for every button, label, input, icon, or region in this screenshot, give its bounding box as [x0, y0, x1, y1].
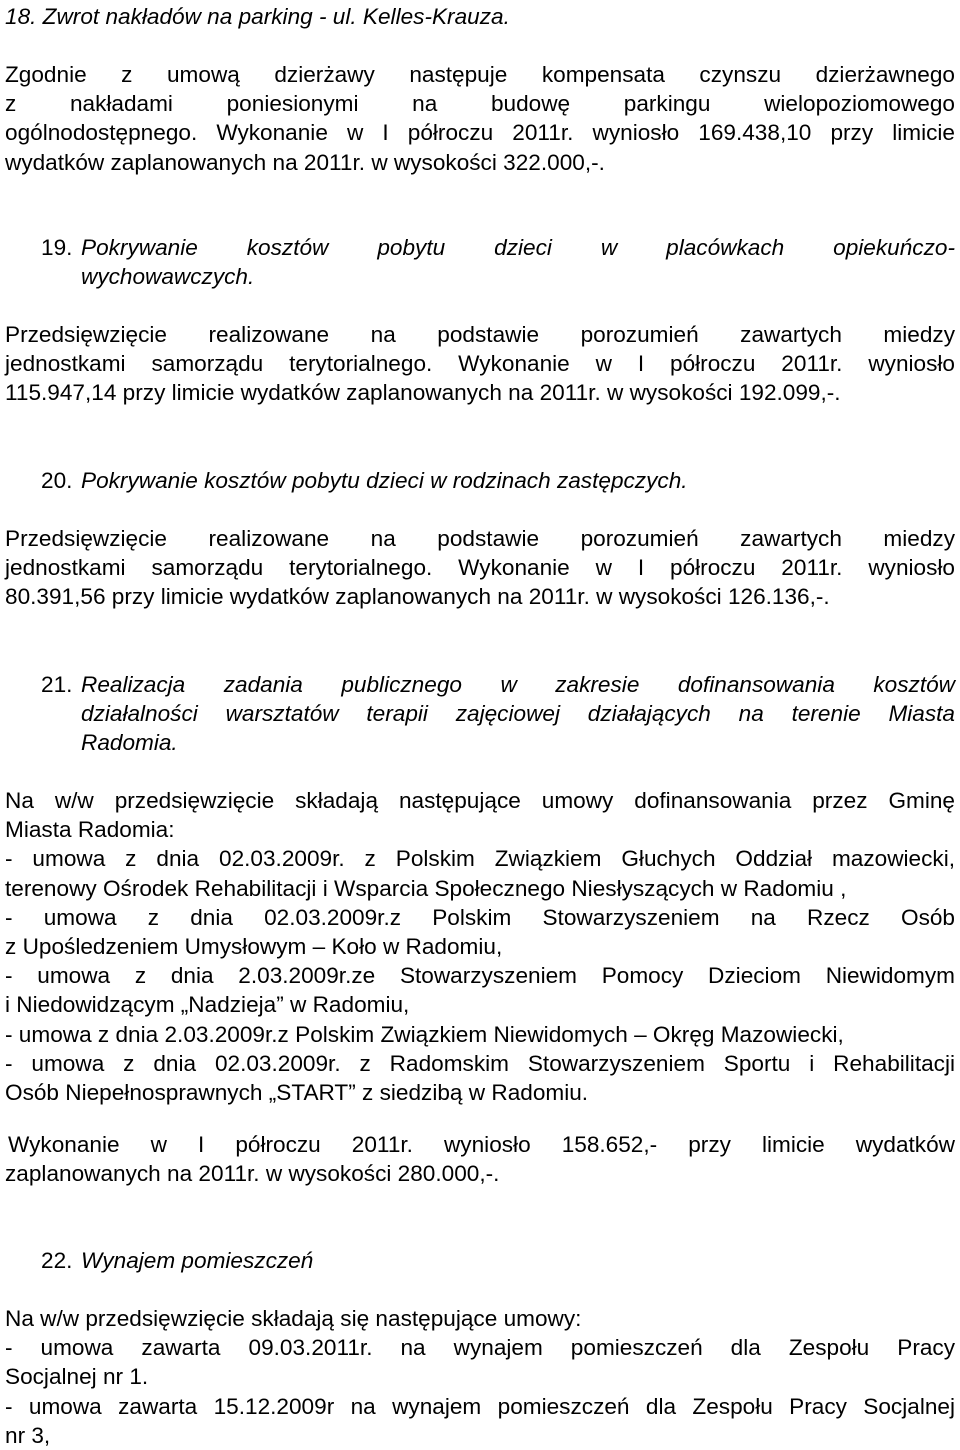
paragraph-line: - umowa z dnia 2.03.2009r.z Polskim Związkiem Niewidomych – Okręg Mazowiecki, [5, 1021, 844, 1047]
section-number: 21. [41, 672, 73, 697]
paragraph-line: Przedsięwzięcie realizowane na podstawie porozumień zawartych miedzy [5, 322, 955, 347]
section-title: Pokrywanie kosztów pobytu dzieci w placówkach opiekuńczo- [81, 235, 955, 260]
paragraph-line: - umowa z dnia 02.03.2009r. z Radomskim Stowarzyszeniem Sportu i Rehabilitacji [5, 1050, 955, 1076]
paragraph-line: Socjalnej nr 1. [5, 1364, 149, 1390]
paragraph-line: nr 3, [5, 1422, 51, 1448]
section-19-heading [41, 233, 955, 291]
paragraph-line: i Niedowidzącym „Nadzieja” w Radomiu, [5, 992, 410, 1018]
section-22-heading [41, 1246, 955, 1275]
section-number: 20. [41, 468, 73, 493]
section-22-body [5, 1304, 955, 1450]
section-title: Wynajem pomieszczeń [81, 1248, 314, 1273]
paragraph-line: wydatków zaplanowanych na 2011r. w wysokości 322.000,-. [5, 149, 605, 175]
paragraph-line: Miasta Radomia: [5, 817, 175, 843]
section-18-body [5, 60, 955, 177]
paragraph-line: z Upośledzeniem Umysłowym – Koło w Radomiu, [5, 933, 503, 959]
section-21-body [5, 786, 955, 1107]
paragraph-line: Wykonanie w I półroczu 2011r. wyniosło 158.652,- przy limicie wydatków [8, 1132, 955, 1157]
paragraph-line: 115.947,14 przy limicie wydatków zaplanowanych na 2011r. w wysokości 192.099,-. [5, 380, 841, 406]
section-21-heading [41, 670, 955, 758]
paragraph-line: jednostkami samorządu terytorialnego. Wykonanie w I półroczu 2011r. wyniosło [5, 351, 955, 377]
section-20-heading [41, 466, 955, 495]
paragraph-line: z nakładami poniesionymi na budowę parkingu wielopoziomowego [5, 91, 955, 117]
paragraph-line: Przedsięwzięcie realizowane na podstawie porozumień zawartych miedzy [5, 526, 955, 551]
section-18-heading: 18. Zwrot nakładów na parking - ul. Kelles-Krauza. [5, 4, 510, 29]
paragraph-line: 80.391,56 przy limicie wydatków zaplanowanych na 2011r. w wysokości 126.136,-. [5, 584, 830, 610]
paragraph-line: Na w/w przedsięwzięcie składają się następujące umowy: [5, 1306, 582, 1331]
section-20-body [5, 524, 955, 612]
section-title-continued: działalności warsztatów terapii zajęciowej działających na terenie Miasta [81, 701, 955, 727]
paragraph-line: Na w/w przedsięwzięcie składają następujące umowy dofinansowania przez Gminę [5, 788, 955, 813]
paragraph-line: Osób Niepełnosprawnych „START” z siedzibą w Radomiu. [5, 1079, 589, 1105]
section-18 [5, 2, 955, 31]
section-number: 22. [41, 1248, 73, 1273]
section-21-summary [8, 1130, 955, 1159]
paragraph-line: - umowa zawarta 15.12.2009r na wynajem pomieszczeń dla Zespołu Pracy Socjalnej [5, 1393, 955, 1419]
paragraph-line: Zgodnie z umową dzierżawy następuje kompensata czynszu dzierżawnego [5, 62, 955, 87]
paragraph-line: ogólnodostępnego. Wykonanie w I półroczu 2011r. wyniosło 169.438,10 przy limicie [5, 120, 955, 146]
paragraph-line: zaplanowanych na 2011r. w wysokości 280.000,-. [5, 1161, 500, 1186]
section-title-continued: Radomia. [81, 730, 178, 756]
section-number: 19. [41, 235, 73, 260]
paragraph-line: terenowy Ośrodek Rehabilitacji i Wsparcia Społecznego Niesłyszących w Radomiu , [5, 875, 847, 901]
paragraph-line: - umowa z dnia 2.03.2009r.ze Stowarzyszeniem Pomocy Dzieciom Niewidomym [5, 963, 955, 989]
section-19-body [5, 320, 955, 408]
section-21-summary-end [5, 1159, 955, 1188]
section-title-continued: wychowawczych. [81, 264, 255, 290]
paragraph-line: jednostkami samorządu terytorialnego. Wykonanie w I półroczu 2011r. wyniosło [5, 555, 955, 581]
section-title: Pokrywanie kosztów pobytu dzieci w rodzinach zastępczych. [81, 468, 688, 493]
paragraph-line: - umowa zawarta 09.03.2011r. na wynajem pomieszczeń dla Zespołu Pracy [5, 1335, 955, 1361]
paragraph-line: - umowa z dnia 02.03.2009r.z Polskim Stowarzyszeniem na Rzecz Osób [5, 904, 955, 930]
paragraph-line: - umowa z dnia 02.03.2009r. z Polskim Związkiem Głuchych Oddział mazowiecki, [5, 846, 955, 872]
section-title: Realizacja zadania publicznego w zakresie dofinansowania kosztów [81, 672, 955, 697]
